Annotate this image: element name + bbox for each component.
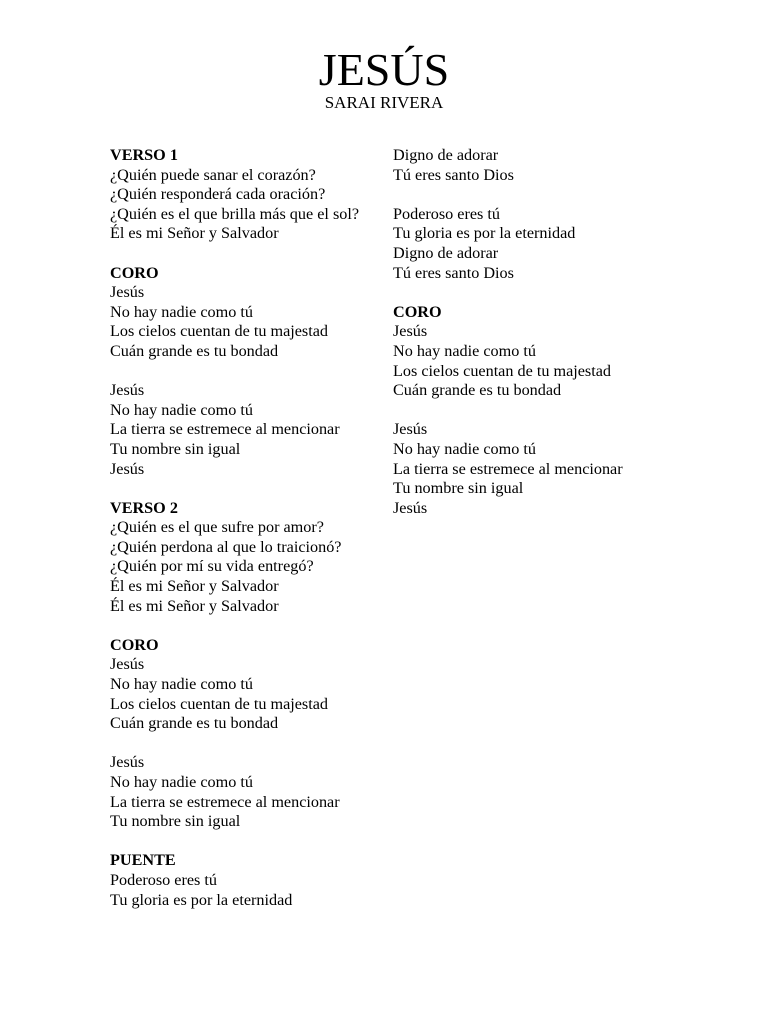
- section-heading: CORO: [393, 302, 442, 321]
- lyric-line: Digno de adorar: [393, 146, 499, 164]
- lyric-line: La tierra se estremece al mencionar: [393, 459, 623, 478]
- lyrics-section: [110, 636, 390, 734]
- lyrics-section: [110, 381, 390, 479]
- lyric-line: Los cielos cuentan de tu majestad: [393, 361, 612, 380]
- lyric-line: ¿Quién perdona al que lo traicionó?: [110, 537, 342, 556]
- section-heading: CORO: [110, 263, 159, 282]
- song-artist: SARAI RIVERA: [324, 93, 444, 112]
- lyric-line: ¿Quién por mí su vida entregó?: [110, 557, 314, 576]
- lyric-line: La tierra se estremece al mencionar: [110, 420, 340, 439]
- lyric-line: Jesús: [393, 322, 428, 341]
- lyric-line: No hay nadie como tú: [110, 773, 253, 791]
- lyric-line: Jesús: [110, 459, 145, 478]
- lyric-line: Tu gloria es por la eternidad: [110, 890, 293, 909]
- lyric-line: Él es mi Señor y Salvador: [110, 577, 279, 596]
- section-heading: CORO: [110, 635, 159, 654]
- section-heading: PUENTE: [110, 851, 176, 870]
- lyric-line: La tierra se estremece al mencionar: [110, 792, 340, 811]
- lyric-line: Cuán grande es tu bondad: [393, 381, 562, 400]
- lyrics-section: [110, 753, 390, 831]
- lyrics-section: [110, 851, 390, 910]
- lyric-line: ¿Quién puede sanar el corazón?: [110, 165, 316, 184]
- lyric-line: No hay nadie como tú: [110, 400, 253, 419]
- lyrics-column-right: [393, 146, 693, 518]
- lyric-line: Jesús: [110, 283, 145, 302]
- section-heading: VERSO 2: [110, 498, 178, 517]
- lyrics-section: [393, 420, 693, 518]
- lyrics-section: [110, 264, 390, 362]
- lyrics-section: [393, 205, 693, 283]
- lyrics-section: [110, 499, 390, 617]
- lyric-line: Jesús: [110, 753, 145, 772]
- lyrics-section: [393, 303, 693, 401]
- lyric-line: Jesús: [110, 655, 145, 674]
- lyric-line: Tu nombre sin igual: [110, 439, 241, 458]
- lyric-line: Jesús: [110, 381, 145, 400]
- lyric-line: Tu gloria es por la eternidad: [393, 224, 576, 243]
- lyric-line: Cuán grande es tu bondad: [110, 341, 279, 360]
- song-title: JESÚS: [318, 44, 450, 95]
- lyric-line: Jesús: [393, 420, 428, 439]
- lyric-line: ¿Quién es el que sufre por amor?: [110, 518, 324, 537]
- lyric-line: Digno de adorar: [393, 243, 499, 262]
- lyric-line: Tú eres santo Dios: [393, 263, 514, 282]
- lyric-line: Poderoso eres tú: [393, 204, 500, 223]
- lyric-line: Los cielos cuentan de tu majestad: [110, 694, 329, 713]
- lyric-line: Él es mi Señor y Salvador: [110, 596, 279, 615]
- lyric-line: ¿Quién responderá cada oración?: [110, 185, 326, 204]
- lyric-line: Tu nombre sin igual: [393, 479, 524, 498]
- lyric-line: ¿Quién es el que brilla más que el sol?: [110, 204, 360, 223]
- lyric-line: Poderoso eres tú: [110, 870, 217, 889]
- lyric-line: No hay nadie como tú: [110, 302, 253, 321]
- lyric-line: Tú eres santo Dios: [393, 165, 514, 184]
- lyric-line: No hay nadie como tú: [393, 439, 536, 458]
- lyric-line: No hay nadie como tú: [110, 675, 253, 694]
- lyrics-section: [110, 146, 390, 244]
- lyric-line: Él es mi Señor y Salvador: [110, 224, 279, 243]
- lyrics-column-left: [110, 146, 390, 910]
- section-heading: VERSO 1: [110, 146, 178, 164]
- lyric-line: Jesús: [393, 498, 428, 517]
- lyric-line: No hay nadie como tú: [393, 341, 536, 360]
- lyric-line: Cuán grande es tu bondad: [110, 714, 279, 733]
- lyric-line: Tu nombre sin igual: [110, 812, 241, 831]
- lyrics-section: [393, 146, 693, 185]
- lyric-line: Los cielos cuentan de tu majestad: [110, 322, 329, 341]
